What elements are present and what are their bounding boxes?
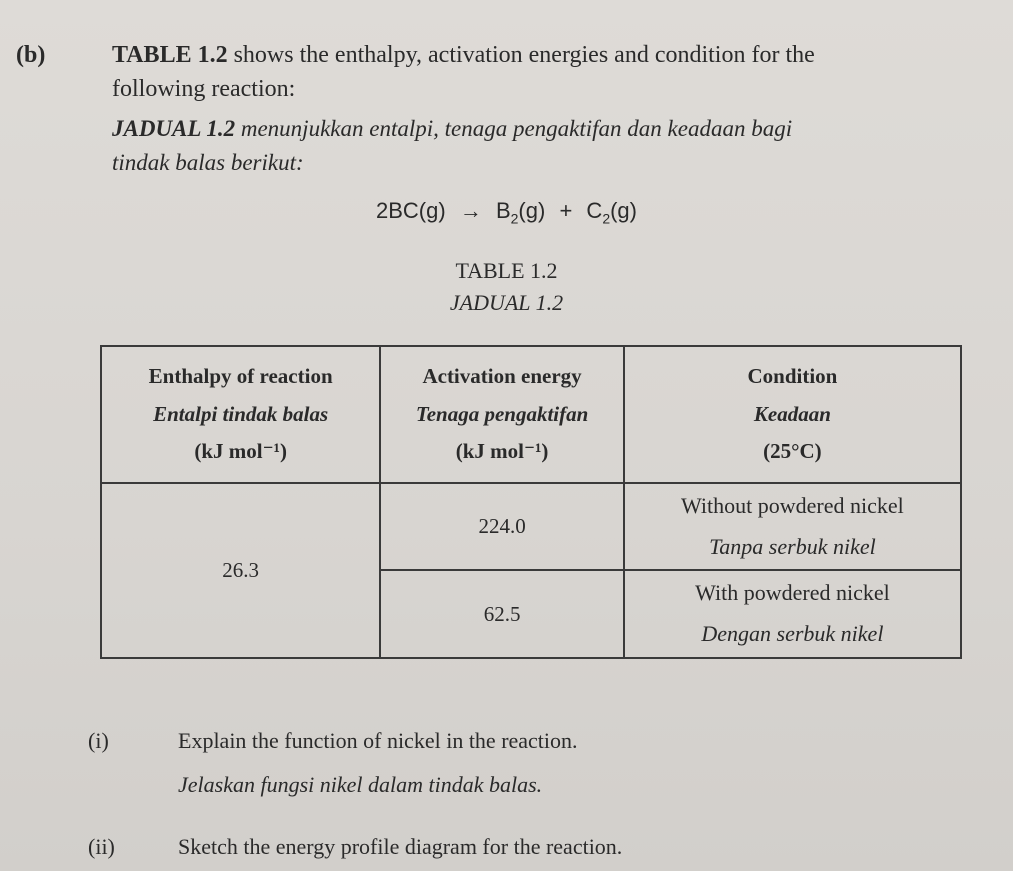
part-label: (b)	[16, 42, 46, 68]
intro-line-1-text: shows the enthalpy, activation energies and condition for the	[227, 42, 815, 68]
table-ref: TABLE 1.2	[112, 42, 228, 68]
table-header-row	[101, 346, 961, 483]
reactant: 2BC(g)	[376, 198, 446, 223]
question-1-text: Explain the function of nickel in the reaction.	[178, 728, 578, 753]
condition-cell: Without powdered nickel Tanpa serbuk nikel	[624, 483, 961, 570]
table-ref-ms: JADUAL 1.2	[112, 116, 236, 141]
intro-ms-line-2: tindak balas berikut:	[112, 150, 304, 175]
data-table	[100, 345, 962, 659]
product-1: $B_2(g)$	[495, 198, 546, 227]
table-row	[101, 483, 961, 570]
intro-ms-line-1-text: menunjukkan entalpi, tenaga pengaktifan dan keadaan bagi	[235, 116, 793, 141]
chemical-equation	[0, 198, 1013, 226]
condition-cell: With powdered nickel Dengan serbuk nikel	[624, 570, 961, 658]
product-2: $C_2(g)$	[586, 198, 637, 227]
table-title-ms: JADUAL 1.2	[449, 290, 564, 315]
activation-value: 224.0	[380, 483, 624, 570]
intro-line-1	[112, 42, 815, 69]
question-1-label: (i)	[88, 728, 109, 753]
question-2-text: Sketch the energy profile diagram for the reaction.	[178, 834, 623, 859]
plus-sign: +	[559, 198, 573, 223]
intro-line-2: following reaction:	[112, 76, 296, 102]
table-title: TABLE 1.2	[455, 258, 558, 283]
header-condition: Condition Keadaan (25°C)	[624, 346, 961, 483]
question-2-label: (ii)	[88, 834, 115, 859]
intro-ms-line-1	[112, 116, 792, 142]
question-1-text-ms: Jelaskan fungsi nikel dalam tindak balas.	[178, 772, 543, 797]
activation-value: 62.5	[380, 570, 624, 658]
reaction-arrow: →	[459, 198, 482, 223]
header-activation: Activation energy Tenaga pengaktifan (kJ mol⁻¹)	[380, 346, 624, 483]
enthalpy-value: 26.3	[101, 483, 380, 658]
header-enthalpy: Enthalpy of reaction Entalpi tindak balas (kJ mol⁻¹)	[101, 346, 380, 483]
